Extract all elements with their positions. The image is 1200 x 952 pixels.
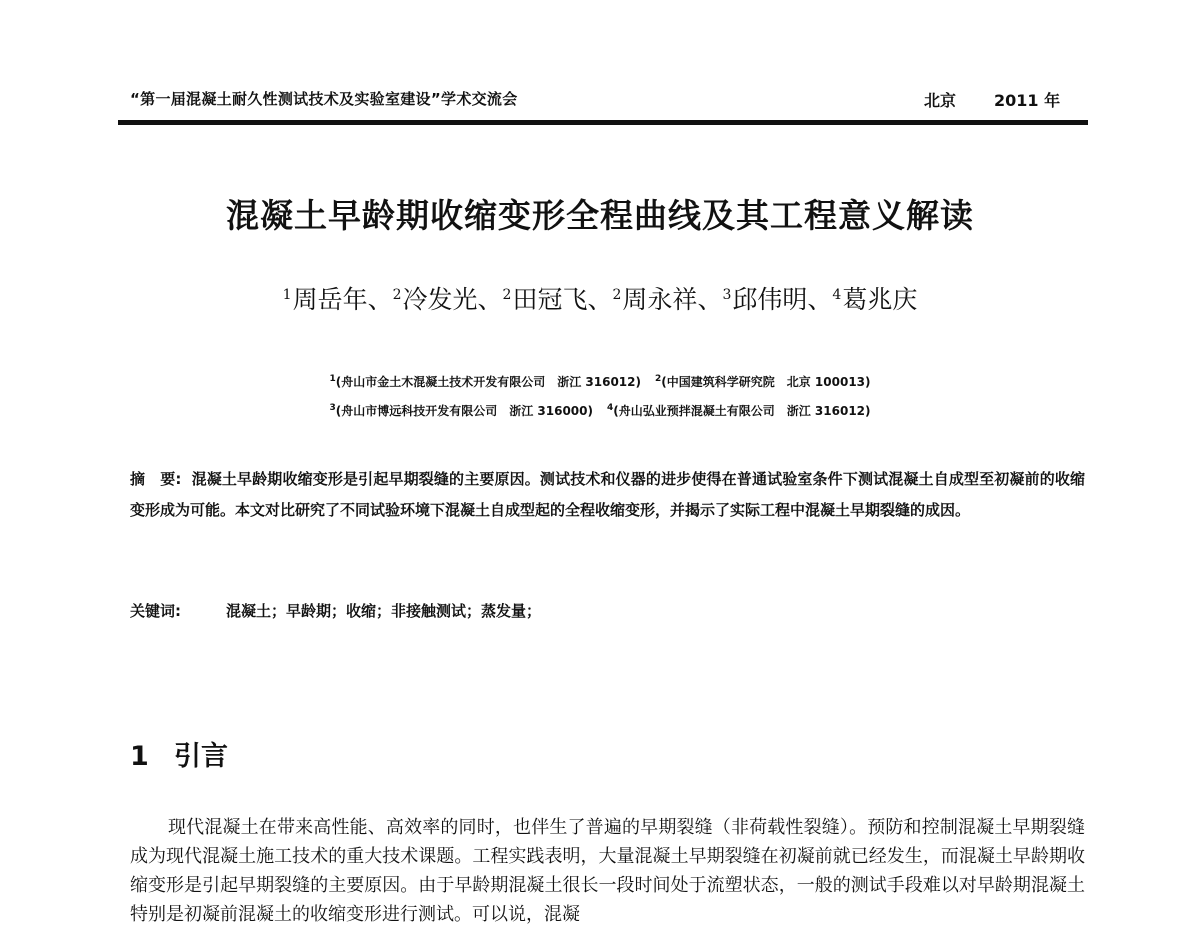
author-list: $^1$周岳年、$^2$冷发光、$^2$田冠飞、$^2$周永祥、$^3$邱伟明、$^4$葛兆庆: [282, 285, 918, 314]
keywords-text: 混凝土；早龄期；收缩；非接触测试；蒸发量；: [226, 602, 542, 620]
abstract: [130, 464, 1085, 526]
affiliation: $^4$(舟山弘业预拌混凝土有限公司 浙江 316012): [607, 403, 871, 418]
affiliation: $^1$(舟山市金土木混凝土技术开发有限公司 浙江 316012): [329, 374, 641, 389]
affiliation-line: [0, 373, 1200, 390]
header-city: 北京: [924, 91, 957, 110]
keywords-label: 关键词:: [130, 602, 181, 620]
keywords: [130, 600, 541, 621]
header-rule: [118, 120, 1088, 125]
running-header-conference: “第一届混凝土耐久性测试技术及实验室建设”学术交流会: [130, 90, 518, 108]
abstract-label: 摘 要:: [130, 470, 182, 488]
section-number: 1: [130, 741, 149, 772]
author: $^2$周永祥: [612, 285, 698, 314]
author: $^3$邱伟明: [722, 285, 808, 314]
author: $^2$冷发光: [392, 285, 478, 314]
affiliation: $^3$(舟山市博远科技开发有限公司 浙江 316000): [329, 403, 593, 418]
author: $^4$葛兆庆: [832, 285, 918, 314]
affiliation-line: [0, 402, 1200, 419]
author: $^2$田冠飞: [502, 285, 588, 314]
section-heading: [130, 734, 228, 773]
abstract-text: 混凝土早龄期收缩变形是引起早期裂缝的主要原因。测试技术和仪器的进步使得在普通试验室条件下测试混凝土自成型至初凝前的收缩变形成为可能。本文对比研究了不同试验环境下混凝土自成型起的全程收缩变形，并揭示了实际工程中混凝土早期裂缝的成因。: [130, 470, 1085, 519]
body-paragraph: 现代混凝土在带来高性能、高效率的同时，也伴生了普遍的早期裂缝（非荷载性裂缝）。预防和控制混凝土早期裂缝成为现代混凝土施工技术的重大技术课题。工程实践表明，大量混凝土早期裂缝在初凝前就已经发生，而混凝土早龄期收缩变形是引起早期裂缝的主要原因。由于早龄期混凝土很长一段时间处于流塑状态，一般的测试手段难以对早龄期混凝土特别是初凝前混凝土的收缩变形进行测试。可以说，混凝: [130, 817, 1085, 925]
paper-title: 混凝土早龄期收缩变形全程曲线及其工程意义解读: [226, 196, 974, 235]
section-title: 引言: [174, 741, 228, 772]
running-header-place-date: [924, 88, 1060, 111]
affiliation: $^2$(中国建筑科学研究院 北京 100013): [655, 374, 871, 389]
header-year: 2011 年: [994, 91, 1061, 110]
author: $^1$周岳年: [282, 285, 368, 314]
